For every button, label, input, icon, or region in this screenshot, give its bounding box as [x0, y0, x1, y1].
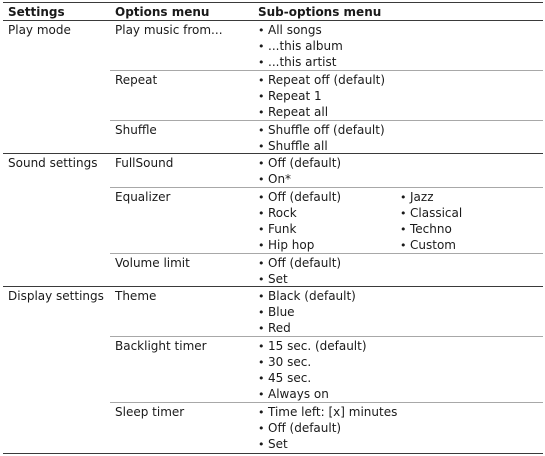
- sub-option: All songs: [268, 23, 322, 37]
- sub-option: Custom: [410, 238, 456, 252]
- bullet-icon: •: [400, 191, 407, 204]
- option-shuffle: Shuffle: [115, 123, 157, 137]
- bullet-icon: •: [258, 372, 265, 385]
- sub-option: 45 sec.: [268, 371, 312, 385]
- option-equalizer: Equalizer: [115, 190, 171, 204]
- bullet-icon: •: [258, 124, 265, 137]
- bullet-icon: •: [258, 207, 265, 220]
- sub-option: Shuffle all: [268, 139, 328, 153]
- option-divider: [110, 402, 543, 403]
- sub-option: 30 sec.: [268, 355, 312, 369]
- option-play-music-from: Play music from...: [115, 23, 223, 37]
- bullet-icon: •: [258, 340, 265, 353]
- bullet-icon: •: [258, 322, 265, 335]
- sub-option: Jazz: [410, 190, 434, 204]
- group-divider: [3, 286, 543, 287]
- option-divider: [110, 120, 543, 121]
- bullet-icon: •: [258, 191, 265, 204]
- option-divider: [110, 336, 543, 337]
- sub-option: Rock: [268, 206, 297, 220]
- header-settings: Settings: [8, 5, 65, 19]
- sub-option: Set: [268, 272, 288, 286]
- bullet-icon: •: [258, 306, 265, 319]
- group-divider: [3, 153, 543, 154]
- header-options-menu: Options menu: [115, 5, 210, 19]
- sub-option: Repeat all: [268, 105, 329, 119]
- header-sub-options-menu: Sub-options menu: [258, 5, 382, 19]
- sub-option: Black (default): [268, 289, 356, 303]
- sub-option: Off (default): [268, 256, 342, 270]
- sub-option: Time left: [x] minutes: [268, 405, 398, 419]
- bullet-icon: •: [258, 74, 265, 87]
- option-divider: [110, 253, 543, 254]
- option-backlight-timer: Backlight timer: [115, 339, 207, 353]
- bullet-icon: •: [258, 422, 265, 435]
- sub-option: On*: [268, 172, 292, 186]
- option-divider: [110, 70, 543, 71]
- sub-option: Red: [268, 321, 291, 335]
- sub-option: Off (default): [268, 156, 342, 170]
- sub-option: ...this artist: [268, 55, 337, 69]
- sub-option: Shuffle off (default): [268, 123, 385, 137]
- option-repeat: Repeat: [115, 73, 158, 87]
- bullet-icon: •: [258, 223, 265, 236]
- bullet-icon: •: [258, 40, 265, 53]
- bullet-icon: •: [258, 406, 265, 419]
- sub-option: Classical: [410, 206, 463, 220]
- bullet-icon: •: [258, 173, 265, 186]
- table-bottom-rule: [3, 453, 543, 454]
- bullet-icon: •: [400, 223, 407, 236]
- sub-option: Hip hop: [268, 238, 315, 252]
- bullet-icon: •: [258, 438, 265, 451]
- sub-option: Repeat 1: [268, 89, 322, 103]
- bullet-icon: •: [258, 56, 265, 69]
- bullet-icon: •: [258, 257, 265, 270]
- bullet-icon: •: [258, 106, 265, 119]
- sub-option: Repeat off (default): [268, 73, 386, 87]
- bullet-icon: •: [258, 356, 265, 369]
- bullet-icon: •: [258, 273, 265, 286]
- sub-option: Off (default): [268, 190, 342, 204]
- bullet-icon: •: [258, 24, 265, 37]
- setting-display-settings: Display settings: [8, 289, 104, 303]
- sub-option: Techno: [410, 222, 452, 236]
- table-top-rule: [3, 2, 543, 3]
- bullet-icon: •: [258, 157, 265, 170]
- bullet-icon: •: [258, 239, 265, 252]
- sub-option: Always on: [268, 387, 329, 401]
- sub-option: ...this album: [268, 39, 343, 53]
- bullet-icon: •: [400, 207, 407, 220]
- sub-option: Funk: [268, 222, 297, 236]
- sub-option: 15 sec. (default): [268, 339, 367, 353]
- sub-option: Blue: [268, 305, 295, 319]
- bullet-icon: •: [258, 290, 265, 303]
- sub-option: Set: [268, 437, 288, 451]
- bullet-icon: •: [258, 140, 265, 153]
- option-theme: Theme: [115, 289, 157, 303]
- option-volume-limit: Volume limit: [115, 256, 190, 270]
- setting-play-mode: Play mode: [8, 23, 71, 37]
- bullet-icon: •: [400, 239, 407, 252]
- bullet-icon: •: [258, 388, 265, 401]
- option-sleep-timer: Sleep timer: [115, 405, 185, 419]
- setting-sound-settings: Sound settings: [8, 156, 98, 170]
- sub-option: Off (default): [268, 421, 342, 435]
- bullet-icon: •: [258, 90, 265, 103]
- option-divider: [110, 187, 543, 188]
- option-fullsound: FullSound: [115, 156, 174, 170]
- header-rule: [3, 20, 543, 21]
